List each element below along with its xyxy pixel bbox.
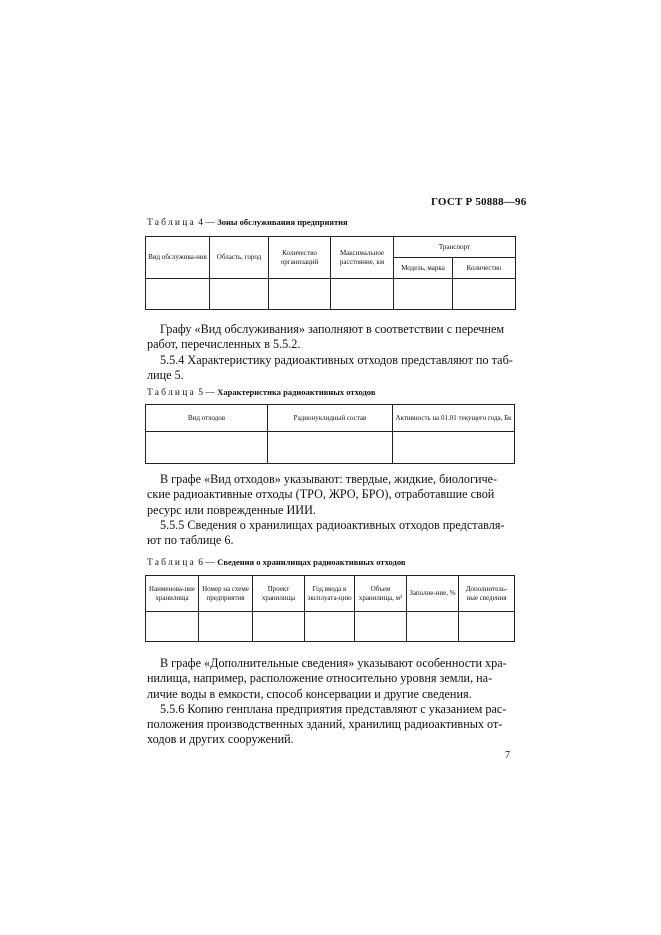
table5 <box>145 404 515 464</box>
table6-header-extra: Дополнитель-ные сведения <box>459 576 515 612</box>
table6 <box>145 575 515 642</box>
table5-header-waste-type: Вид отходов <box>146 405 268 432</box>
text-line: ресурс или поврежденные ИИИ. <box>147 502 316 517</box>
text-line: личие воды в емкости, способ консервации и другие сведения. <box>147 686 472 701</box>
table-cell <box>253 612 305 642</box>
table6-header-project: Проект хранилища <box>253 576 305 612</box>
text-line: ют по таблице 6. <box>147 533 234 548</box>
text-line: лице 5. <box>147 367 184 382</box>
table4 <box>145 236 516 310</box>
table6-caption-number: 6 — <box>198 558 215 568</box>
text-line: 5.5.6 Копию генплана предприятия представляют с указанием рас- <box>160 701 507 716</box>
table-cell <box>210 279 269 310</box>
table6-caption-word: Таблица <box>147 558 196 568</box>
text-line: 5.5.5 Сведения о хранилищах радиоактивных отходов представля- <box>160 517 505 532</box>
table-cell <box>459 612 515 642</box>
standard-number: ГОСТ Р 50888—96 <box>431 196 527 208</box>
table4-header-service-type: Вид обслужива-ния <box>146 237 210 279</box>
table4-empty-row <box>146 279 516 310</box>
table4-header-max-distance: Максимальное расстояние, км <box>331 237 394 279</box>
table6-header-scheme-no: Номер на схеме предприятия <box>199 576 253 612</box>
table-cell <box>407 612 459 642</box>
table4-caption <box>147 217 348 228</box>
table-cell <box>453 279 516 310</box>
table5-header-radionuclide: Радионуклидный состав <box>268 405 393 432</box>
table-cell <box>331 279 394 310</box>
paragraph-3 <box>147 656 513 748</box>
text-line: ские радиоактивные отходы (ТРО, ЖРО, БРО), отработавшие свой <box>147 487 495 502</box>
table6-empty-row <box>146 612 515 642</box>
table5-caption-word: Таблица <box>147 388 196 398</box>
text-line: Графу «Вид обслуживания» заполняют в соответствии с перечнем <box>160 322 505 336</box>
table4-caption-number: 4 — <box>198 218 215 228</box>
text-line: положения производственных зданий, хранилищ радиоактивных от- <box>147 717 503 732</box>
paragraph-1 <box>147 322 513 383</box>
table4-caption-word: Таблица <box>147 218 196 228</box>
text-line: нилища, например, расположение относительно уровня земли, на- <box>147 671 493 686</box>
table5-caption-title: Характеристика радиоактивных отходов <box>217 387 376 397</box>
paragraph-2 <box>147 472 513 548</box>
table5-caption <box>147 387 375 398</box>
table6-header-name: Наименова-ние хранилища <box>146 576 199 612</box>
text-line: работ, перечисленных в 5.5.2. <box>147 337 301 352</box>
text-line: ходов и других сооружений. <box>147 732 294 747</box>
table6-caption <box>147 557 405 568</box>
table4-header-transport: Транспорт <box>394 237 516 258</box>
table-cell <box>305 612 355 642</box>
text-line: В графе «Дополнительные сведения» указывают особенности хра- <box>160 656 507 670</box>
table-cell <box>393 432 515 464</box>
table-cell <box>268 432 393 464</box>
table6-caption-title: Сведения о хранилищах радиоактивных отходов <box>217 557 406 567</box>
table-cell <box>269 279 331 310</box>
table6-header-year: Год ввода в эксплуата-цию <box>305 576 355 612</box>
table-cell <box>355 612 407 642</box>
table-cell <box>199 612 253 642</box>
page-number: 7 <box>505 750 510 761</box>
table-cell <box>394 279 453 310</box>
table-cell <box>146 612 199 642</box>
table6-header-volume: Объем хранилища, м³ <box>355 576 407 612</box>
table-cell <box>146 432 268 464</box>
table4-header-model: Модель, марка <box>394 258 453 279</box>
table4-caption-title: Зоны обслуживания предприятия <box>217 217 348 227</box>
table4-header-org-count: Количество организаций <box>269 237 331 279</box>
table-cell <box>146 279 210 310</box>
text-line: 5.5.4 Характеристику радиоактивных отходов представляют по таб- <box>160 352 513 367</box>
table4-header-region-city: Область, город <box>210 237 269 279</box>
text-line: В графе «Вид отходов» указывают: твердые, жидкие, биологиче- <box>160 472 498 486</box>
table5-header-activity: Активность на 01.01 текущего года, Бк <box>393 405 515 432</box>
table6-header-fill: Заполне-ние, % <box>407 576 459 612</box>
table4-header-quantity: Количество <box>453 258 516 279</box>
table5-caption-number: 5 — <box>198 388 215 398</box>
table5-empty-row <box>146 432 515 464</box>
